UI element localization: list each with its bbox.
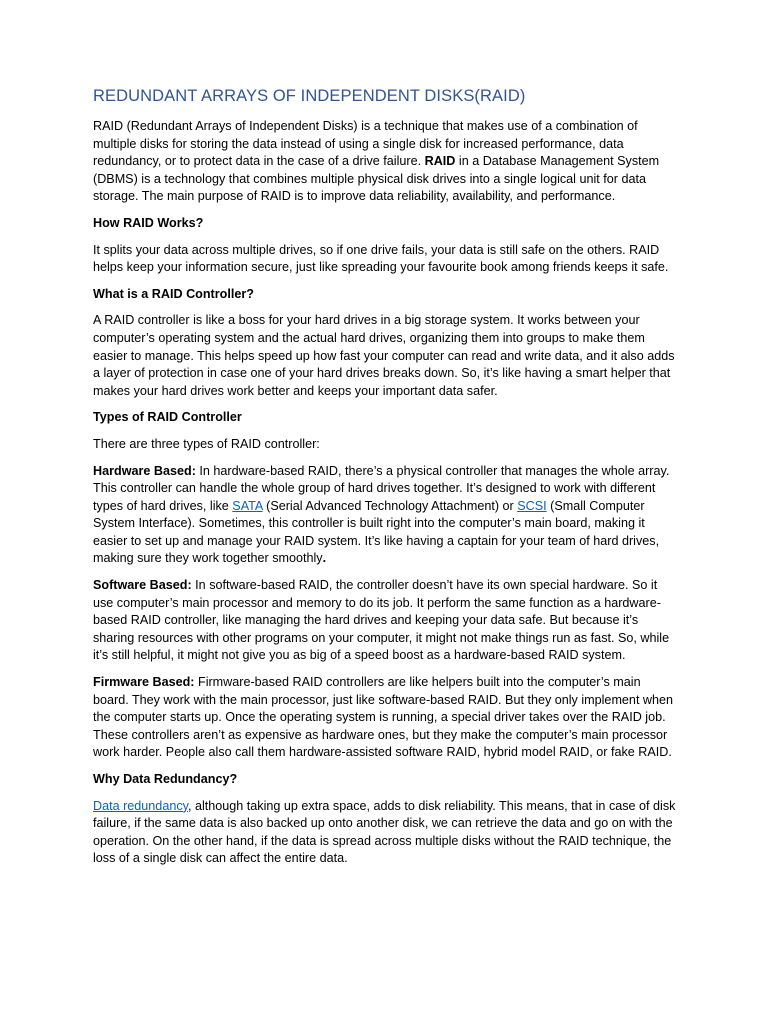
intro-text-2: in a Database Management System (DBMS) is a technology that combines multiple physical disk drives into a single logical unit for data storage. The main purpose of RAID is to improve data reliability, availability, and performance.	[93, 154, 660, 204]
hardware-end-period: .	[322, 551, 327, 566]
software-text: In software-based RAID, the controller doesn’t have its own special hardware. So it use computer’s main processor and memory to do its job. It perform the same function as a hardware-based RAID controller, like managing the hard drives and keeping your data safe. But because it’s sharing resources with other programs on your computer, it might not make things run as fast. So, while it’s still helpful, it might not give you as big of a speed boost as a hardware-based RAID system.	[93, 578, 670, 663]
intro-text-1: RAID (Redundant Arrays of Independent Disks) is a technique that makes use of a combination of multiple disks for storing the data instead of using a single disk for increased performance, data redundancy, or to protect data in the case of a drive failure.	[93, 119, 638, 169]
hardware-text-2: (Serial Advanced Technology Attachment) or	[262, 498, 518, 513]
types-heading: Types of RAID Controller	[93, 410, 242, 425]
types-intro: There are three types of RAID controller:	[93, 436, 320, 451]
sata-link[interactable]: SATA	[232, 498, 263, 513]
hardware-text-1: In hardware-based RAID, there’s a physical controller that manages the whole array. This controller can handle the whole group of hard drives together. It’s designed to work with different types of hard drives, like	[93, 463, 670, 513]
intro-bold-raid: RAID	[424, 154, 456, 169]
hardware-based-paragraph	[93, 463, 678, 569]
raid-controller-paragraph: A RAID controller is like a boss for your hard drives in a big storage system. It works between your computer’s operating system and the actual hard drives, organizing them into groups to make them easier to manage. This helps speed up how fast your computer can read and write data, and it also adds a layer of protection in case one of your hard drives breaks down. So, it’s like having a smart helper that makes your hard drives work better and keeps your important data safer.	[93, 313, 675, 398]
how-raid-works-paragraph: It splits your data across multiple drives, so if one drive fails, your data is still safe on the others. RAID helps keep your information secure, just like spreading your favourite book among friends keeps it safe.	[93, 242, 669, 275]
redundancy-text: , although taking up extra space, adds to disk reliability. This means, that in case of disk failure, if the same data is also backed up onto another disk, we can retrieve the data and go on with the operation. On the other hand, if the data is spread across multiple disks without the RAID technique, the loss of a single disk can affect the entire data.	[93, 798, 676, 866]
raid-controller-heading: What is a RAID Controller?	[93, 286, 254, 301]
redundancy-paragraph	[93, 798, 678, 868]
firmware-based-paragraph	[93, 674, 678, 762]
how-raid-works-heading: How RAID Works?	[93, 215, 204, 230]
software-based-paragraph	[93, 577, 678, 665]
software-based-label: Software Based:	[93, 578, 192, 593]
document-title: REDUNDANT ARRAYS OF INDEPENDENT DISKS(RAID)	[93, 87, 526, 105]
intro-paragraph	[93, 118, 678, 206]
scsi-link[interactable]: SCSI	[517, 498, 547, 513]
firmware-based-label: Firmware Based:	[93, 675, 195, 690]
why-redundancy-heading: Why Data Redundancy?	[93, 772, 238, 786]
hardware-text-3: (Small Computer System Interface). Sometimes, this controller is built right into the computer’s main board, making it easier to set up and manage your RAID system. It’s like having a captain for your team of hard drives, making sure they work together smoothly	[93, 498, 660, 566]
data-redundancy-link[interactable]: Data redundancy	[93, 798, 188, 813]
hardware-based-label: Hardware Based:	[93, 463, 196, 478]
firmware-text: Firmware-based RAID controllers are like helpers built into the computer’s main board. They work with the main processor, just like software-based RAID. But they only implement when the computer starts up. Once the operating system is running, a special driver takes over the RAID job. These controllers aren’t as expensive as hardware ones, but they make the computer’s main processor work harder. People also call them hardware-assisted software RAID, hybrid model RAID, or fake RAID.	[93, 675, 674, 760]
